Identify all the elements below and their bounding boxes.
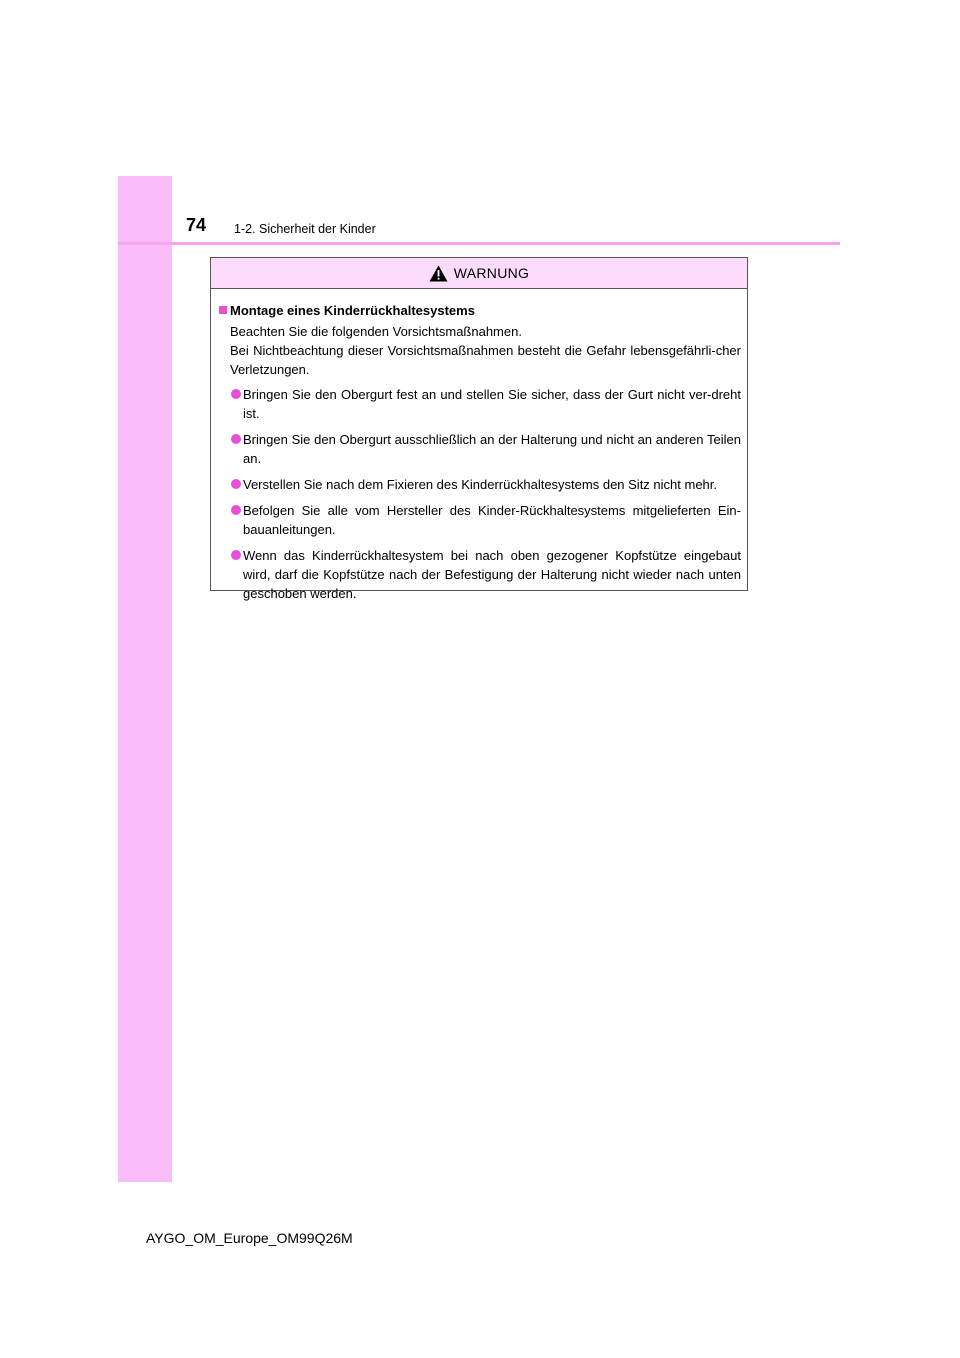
- warning-subheading-text: Montage eines Kinderrückhaltesystems: [230, 303, 475, 318]
- list-item: Wenn das Kinderrückhaltesystem bei nach oben gezogener Kopfstütze eingebaut wird, darf die Kopfstütze nach der Befestigung der Halterung nicht wieder nach unten geschoben werden.: [219, 546, 741, 603]
- list-item: Bringen Sie den Obergurt fest an und stellen Sie sicher, dass der Gurt nicht ver-dreht ist.: [219, 385, 741, 423]
- intro-line-1: Beachten Sie die folgenden Vorsichtsmaßnahmen.: [230, 324, 522, 339]
- list-item: Befolgen Sie alle vom Hersteller des Kinder-Rückhaltesystems mitgelieferten Ein-bauanleitungen.: [219, 501, 741, 539]
- warning-triangle-icon: [429, 265, 448, 282]
- warning-subheading: [219, 301, 741, 320]
- header-rule: [118, 242, 840, 245]
- bullet-dot-icon: [231, 505, 241, 515]
- bullet-dot-icon: [231, 389, 241, 399]
- square-bullet-icon: [219, 306, 227, 314]
- document-code: AYGO_OM_Europe_OM99Q26M: [146, 1230, 353, 1246]
- warning-box: [210, 257, 748, 601]
- warning-intro: [219, 322, 741, 379]
- warning-header: [211, 258, 747, 289]
- bullet-dot-icon: [231, 550, 241, 560]
- chapter-sidebar: [118, 176, 172, 1182]
- list-item: Verstellen Sie nach dem Fixieren des Kinderrückhaltesystems den Sitz nicht mehr.: [219, 475, 741, 494]
- warning-title: WARNUNG: [453, 265, 530, 281]
- bullet-dot-icon: [231, 434, 241, 444]
- warning-body: [211, 289, 747, 603]
- list-item: Bringen Sie den Obergurt ausschließlich an der Halterung und nicht an anderen Teilen an.: [219, 430, 741, 468]
- bullet-dot-icon: [231, 479, 241, 489]
- section-title: 1-2. Sicherheit der Kinder: [234, 222, 376, 236]
- warning-list: [219, 385, 741, 603]
- page-number: 74: [186, 215, 207, 235]
- intro-line-2: Bei Nichtbeachtung dieser Vorsichtsmaßnahmen besteht die Gefahr lebensgefährli-cher Verletzungen.: [230, 343, 741, 377]
